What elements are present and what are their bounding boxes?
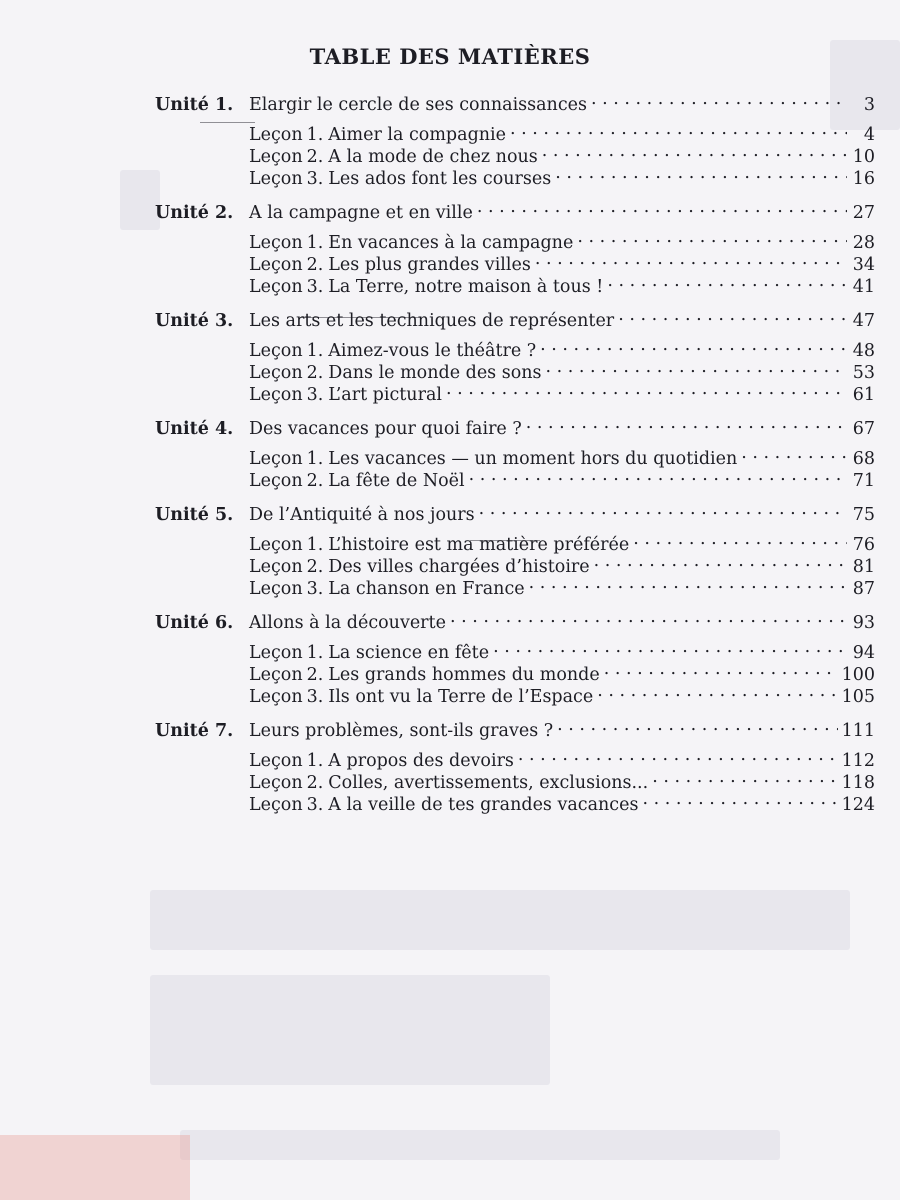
unit-entry: [155, 498, 875, 525]
lesson-title: Les vacances — un moment hors du quotidien: [328, 449, 738, 469]
lesson-title: Des villes chargées d’histoire: [328, 557, 590, 577]
lesson-page-number: 71: [852, 471, 875, 491]
lesson-title: Aimez-vous le théâtre ?: [328, 341, 537, 361]
unit-page-number: 47: [852, 311, 875, 331]
lesson-number: 3.: [306, 687, 324, 707]
unit-label: Unité 3.: [155, 311, 234, 331]
lesson-title: La science en fête: [328, 643, 490, 663]
lesson-entry: [155, 744, 875, 771]
dot-leader: [555, 162, 847, 184]
lesson-title: Ils ont vu la Terre de l’Espace: [328, 687, 594, 707]
lesson-number: 1.: [306, 535, 324, 555]
dot-leader: [652, 766, 837, 788]
lesson-number: 1.: [306, 751, 324, 771]
toc-unit: [155, 714, 875, 815]
lesson-page-number: 16: [852, 169, 875, 189]
lesson-number: 3.: [306, 385, 324, 405]
show-through-mark: [180, 1130, 780, 1160]
dot-leader: [510, 118, 847, 140]
lesson-page-number: 81: [852, 557, 875, 577]
lesson-number: 2.: [306, 557, 324, 577]
lesson-label: Leçon: [249, 795, 303, 815]
lesson-label: Leçon: [249, 277, 303, 297]
lesson-label: Leçon: [249, 751, 303, 771]
unit-title: Des vacances pour quoi faire ?: [249, 419, 522, 439]
lesson-number: 1.: [306, 125, 324, 145]
toc-unit: [155, 498, 875, 599]
lesson-number: 3.: [306, 277, 324, 297]
dot-leader: [633, 528, 847, 550]
lesson-page-number: 28: [852, 233, 875, 253]
lesson-page-number: 48: [852, 341, 875, 361]
table-of-contents: [155, 88, 875, 822]
dot-leader: [540, 334, 847, 356]
dot-leader: [477, 196, 847, 218]
lesson-label: Leçon: [249, 643, 303, 663]
dot-leader: [450, 606, 847, 628]
lesson-page-number: 94: [852, 643, 875, 663]
unit-title: Leurs problèmes, sont-ils graves ?: [249, 721, 554, 741]
lesson-page-number: 118: [841, 773, 875, 793]
toc-unit: [155, 606, 875, 707]
dot-leader: [493, 636, 847, 658]
lesson-label: Leçon: [249, 233, 303, 253]
lesson-page-number: 41: [852, 277, 875, 297]
show-through-mark: [120, 170, 160, 230]
lesson-number: 2.: [306, 471, 324, 491]
toc-unit: [155, 412, 875, 491]
lesson-number: 1.: [306, 341, 324, 361]
dot-leader: [597, 680, 837, 702]
lesson-number: 2.: [306, 147, 324, 167]
lesson-label: Leçon: [249, 363, 303, 383]
lesson-number: 3.: [306, 169, 324, 189]
lesson-label: Leçon: [249, 255, 303, 275]
lesson-title: La Terre, notre maison à tous !: [328, 277, 604, 297]
lesson-number: 3.: [306, 795, 324, 815]
lesson-title: A la mode de chez nous: [328, 147, 538, 167]
lesson-title: A propos des devoirs: [328, 751, 514, 771]
lesson-title: L’histoire est ma matière préférée: [328, 535, 630, 555]
lesson-label: Leçon: [249, 687, 303, 707]
lesson-page-number: 10: [852, 147, 875, 167]
lesson-title: L’art pictural: [328, 385, 442, 405]
lesson-number: 2.: [306, 773, 324, 793]
dot-leader: [577, 226, 847, 248]
dot-leader: [479, 498, 847, 520]
lesson-page-number: 68: [852, 449, 875, 469]
dot-leader: [545, 356, 847, 378]
toc-unit: [155, 88, 875, 189]
lesson-page-number: 100: [841, 665, 875, 685]
lesson-title: Colles, avertissements, exclusions...: [328, 773, 649, 793]
lesson-entry: [155, 442, 875, 469]
dot-leader: [604, 658, 838, 680]
lesson-label: Leçon: [249, 341, 303, 361]
unit-page-number: 111: [841, 721, 875, 741]
unit-page-number: 27: [852, 203, 875, 223]
unit-entry: [155, 714, 875, 741]
dot-leader: [642, 788, 837, 810]
dot-leader: [557, 714, 837, 736]
lesson-label: Leçon: [249, 385, 303, 405]
unit-title: A la campagne et en ville: [249, 203, 473, 223]
lesson-page-number: 76: [852, 535, 875, 555]
lesson-title: En vacances à la campagne: [328, 233, 574, 253]
unit-entry: [155, 304, 875, 331]
lesson-number: 2.: [306, 665, 324, 685]
lesson-label: Leçon: [249, 773, 303, 793]
toc-unit: [155, 304, 875, 405]
unit-entry: [155, 606, 875, 633]
lesson-page-number: 53: [852, 363, 875, 383]
lesson-label: Leçon: [249, 449, 303, 469]
toc-unit: [155, 196, 875, 297]
dot-leader: [618, 304, 847, 326]
lesson-label: Leçon: [249, 535, 303, 555]
lesson-title: La chanson en France: [328, 579, 525, 599]
lesson-label: Leçon: [249, 471, 303, 491]
lesson-page-number: 4: [863, 125, 875, 145]
page-title: TABLE DES MATIÈRES: [309, 44, 591, 69]
unit-entry: [155, 88, 875, 115]
lesson-entry: [155, 334, 875, 361]
dot-leader: [446, 378, 847, 400]
lesson-page-number: 105: [841, 687, 875, 707]
dot-leader: [542, 140, 847, 162]
unit-page-number: 93: [852, 613, 875, 633]
unit-entry: [155, 196, 875, 223]
lesson-title: Dans le monde des sons: [328, 363, 542, 383]
lesson-number: 2.: [306, 255, 324, 275]
unit-label: Unité 5.: [155, 505, 234, 525]
unit-title: Les arts et les techniques de représenter: [249, 311, 615, 331]
dot-leader: [591, 88, 847, 110]
unit-label: Unité 2.: [155, 203, 234, 223]
lesson-label: Leçon: [249, 125, 303, 145]
lesson-number: 1.: [306, 643, 324, 663]
lesson-title: A la veille de tes grandes vacances: [328, 795, 639, 815]
dot-leader: [518, 744, 838, 766]
unit-title: De l’Antiquité à nos jours: [249, 505, 475, 525]
lesson-title: Les plus grandes villes: [328, 255, 531, 275]
lesson-label: Leçon: [249, 579, 303, 599]
lesson-page-number: 34: [852, 255, 875, 275]
lesson-label: Leçon: [249, 557, 303, 577]
lesson-label: Leçon: [249, 665, 303, 685]
dot-leader: [535, 248, 847, 270]
lesson-title: La fête de Noël: [328, 471, 465, 491]
unit-page-number: 67: [852, 419, 875, 439]
lesson-number: 2.: [306, 363, 324, 383]
unit-entry: [155, 412, 875, 439]
show-through-mark: [150, 890, 850, 950]
lesson-number: 3.: [306, 579, 324, 599]
lesson-title: Aimer la compagnie: [328, 125, 506, 145]
lesson-label: Leçon: [249, 169, 303, 189]
lesson-label: Leçon: [249, 147, 303, 167]
lesson-entry: [155, 118, 875, 145]
lesson-page-number: 124: [841, 795, 875, 815]
lesson-page-number: 112: [841, 751, 875, 771]
lesson-page-number: 61: [852, 385, 875, 405]
unit-label: Unité 1.: [155, 95, 234, 115]
dot-leader: [529, 572, 847, 594]
dot-leader: [607, 270, 847, 292]
unit-title: Allons à la découverte: [249, 613, 446, 633]
show-through-mark: [150, 975, 550, 1085]
unit-page-number: 75: [852, 505, 875, 525]
dot-leader: [469, 464, 847, 486]
lesson-entry: [155, 528, 875, 555]
lesson-entry: [155, 226, 875, 253]
lesson-number: 1.: [306, 449, 324, 469]
lesson-entry: [155, 636, 875, 663]
unit-page-number: 3: [863, 95, 875, 115]
unit-label: Unité 4.: [155, 419, 234, 439]
page-edge-stain: [0, 1135, 190, 1200]
dot-leader: [741, 442, 847, 464]
lesson-page-number: 87: [852, 579, 875, 599]
dot-leader: [526, 412, 847, 434]
lesson-title: Les grands hommes du monde: [328, 665, 600, 685]
unit-label: Unité 6.: [155, 613, 234, 633]
unit-title: Elargir le cercle de ses connaissances: [249, 95, 587, 115]
unit-label: Unité 7.: [155, 721, 234, 741]
lesson-title: Les ados font les courses: [328, 169, 552, 189]
lesson-number: 1.: [306, 233, 324, 253]
dot-leader: [594, 550, 847, 572]
